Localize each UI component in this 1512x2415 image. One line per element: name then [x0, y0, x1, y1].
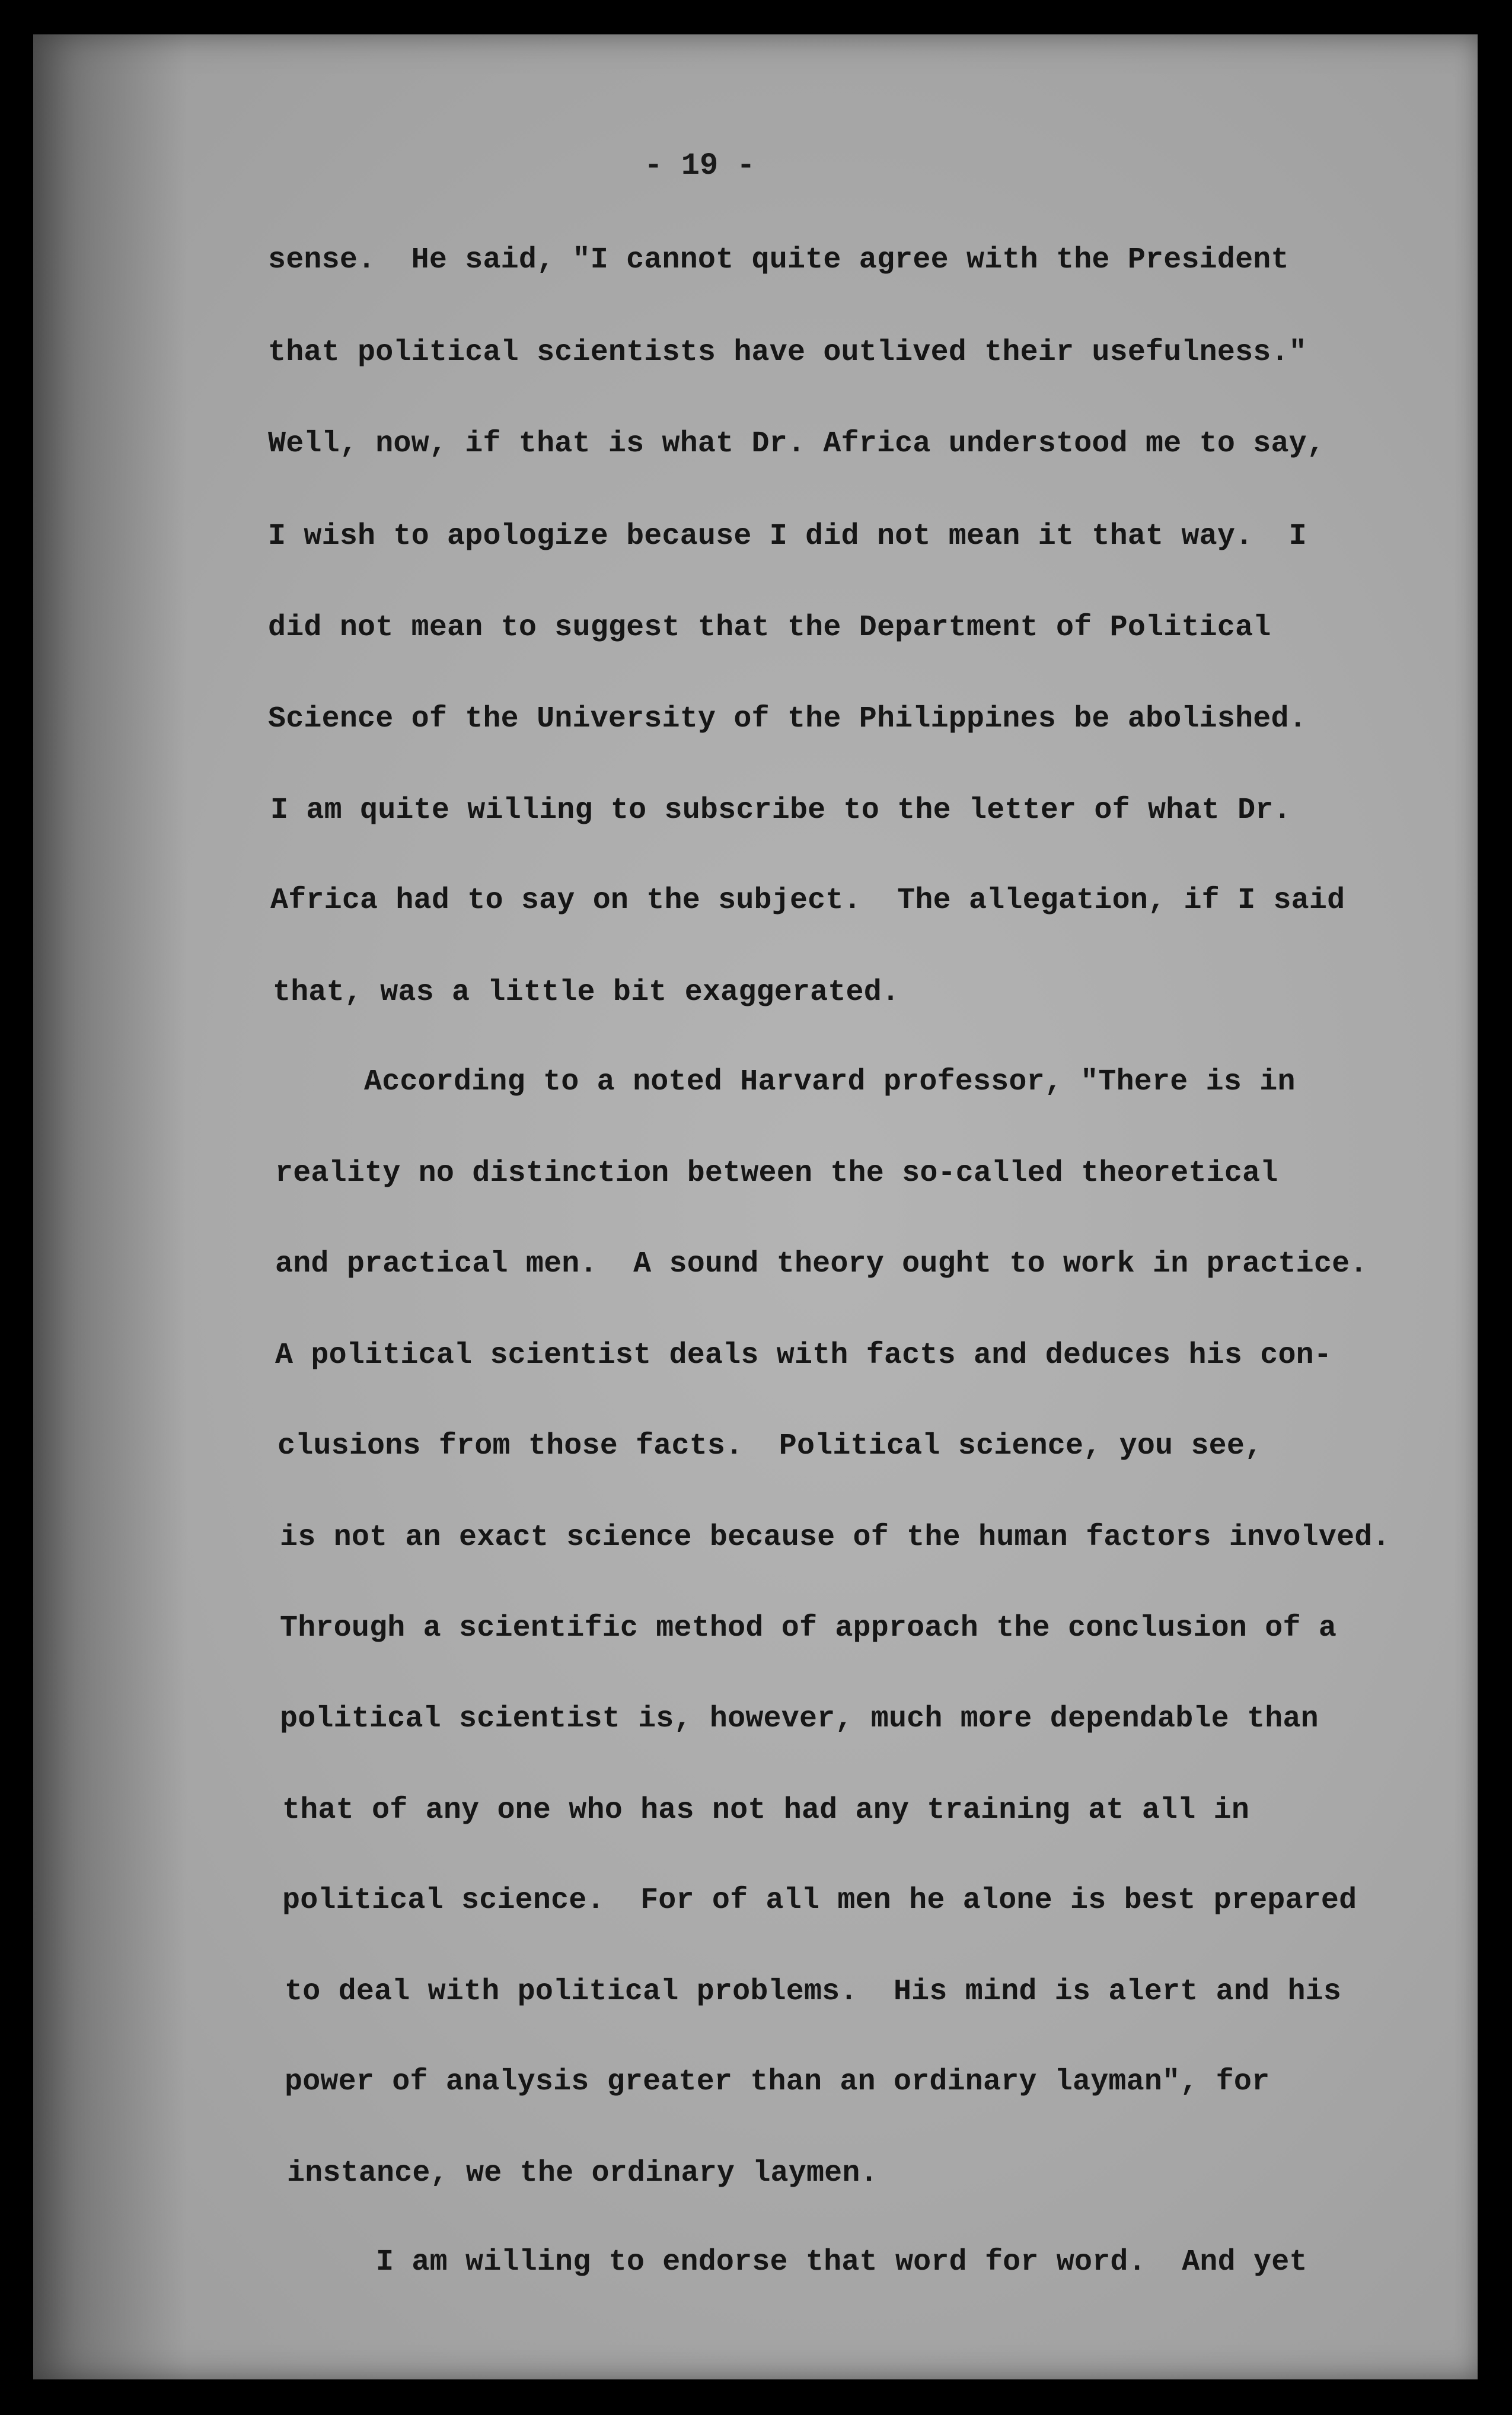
page-number: - 19 - [644, 148, 755, 183]
text-line: Africa had to say on the subject. The allegation, if I said [270, 884, 1345, 917]
text-line: political scientist is, however, much more dependable than [280, 1702, 1319, 1736]
text-line: political science. For of all men he alone is best prepared [282, 1884, 1357, 1917]
text-line: power of analysis greater than an ordinary layman", for [285, 2065, 1270, 2099]
text-line: is not an exact science because of the human factors involved. [280, 1521, 1390, 1554]
text-line: that of any one who has not had any training at all in [282, 1793, 1250, 1827]
paragraph-first-line: According to a noted Harvard professor, "There is in [364, 1065, 1296, 1099]
text-line: to deal with political problems. His mind is alert and his [285, 1975, 1342, 2009]
text-line: Through a scientific method of approach the conclusion of a [280, 1611, 1337, 1645]
text-line: I am quite willing to subscribe to the letter of what Dr. [270, 794, 1291, 827]
text-line: and practical men. A sound theory ought to work in practice. [275, 1247, 1368, 1281]
text-line: reality no distinction between the so-called theoretical [275, 1156, 1278, 1190]
paragraph-first-line: I am willing to endorse that word for word. And yet [376, 2245, 1307, 2279]
text-line: instance, we the ordinary laymen. [287, 2156, 878, 2190]
text-line: that, was a little bit exaggerated. [273, 976, 900, 1009]
text-line: Science of the University of the Philippines be abolished. [268, 702, 1307, 736]
text-line: I wish to apologize because I did not mean it that way. I [268, 520, 1307, 553]
document-page [33, 34, 1478, 2379]
text-line: sense. He said, "I cannot quite agree with the President [268, 243, 1289, 277]
text-line: clusions from those facts. Political science, you see, [277, 1429, 1263, 1463]
text-line: did not mean to suggest that the Department of Political [268, 611, 1271, 645]
text-line: A political scientist deals with facts and deduces his con- [275, 1339, 1332, 1372]
text-line: that political scientists have outlived their usefulness." [268, 336, 1307, 369]
text-line: Well, now, if that is what Dr. Africa understood me to say, [268, 427, 1325, 461]
